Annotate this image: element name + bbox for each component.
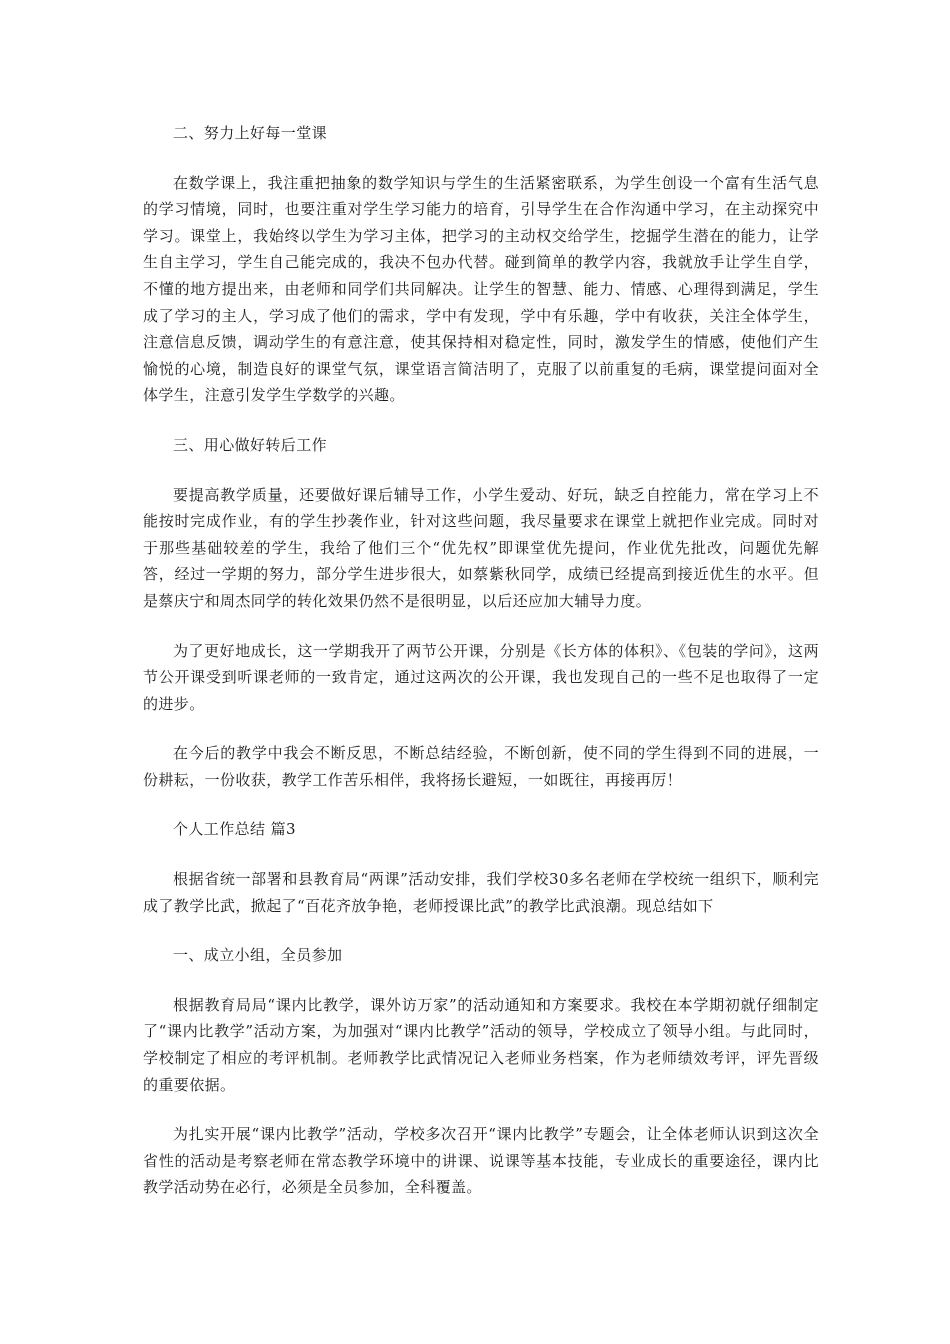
section-heading: 二、努力上好每一堂课 [173, 124, 328, 142]
body-paragraph: 为扎实开展“课内比教学”活动，学校多次召开“课内比教学”专题会，让全体老师认识到这次全省性的活动是考察老师在常态教学环境中的讲课、说课等基本技能，专业成长的重要途径，课内比教学活动势在必行，必须是全员参加，全科覆盖。 [143, 1125, 819, 1197]
body-paragraph: 在数学课上，我注重把抽象的数学知识与学生的生活紧密联系，为学生创设一个富有生活气息的学习情境，同时，也要注重对学生学习能力的培育，引导学生在合作沟通中学习，在主动探究中学习。课堂上，我始终以学生为学习主体，把学习的主动权交给学生，挖掘学生潜在的能力，让学生自主学习，学生自己能完成的，我决不包办代替。碰到简单的教学内容，我就放手让学生自学，不懂的地方提出来，由老师和同学们共同解决。让学生的智慧、能力、情感、心理得到满足，学生成了学习的主人，学习成了他们的需求，学中有发现，学中有乐趣，学中有收获，关注全体学生，注意信息反馈，调动学生的有意注意，使其保持相对稳定性，同时，激发学生的情感，使他们产生愉悦的心境，制造良好的课堂气氛，课堂语言简洁明了，克服了以前重复的毛病，课堂提问面对全体学生，注意引发学生学数学的兴趣。 [143, 173, 819, 405]
section-heading: 一、成立小组，全员参加 [173, 946, 343, 965]
body-paragraph: 在今后的教学中我会不断反思，不断总结经验，不断创新，使不同的学生得到不同的进展，一份耕耘，一份收获，教学工作苦乐相伴，我将扬长避短，一如既往，再接再厉！ [143, 744, 819, 789]
body-paragraph: 根据教育局局“课内比教学，课外访万家”的活动通知和方案要求。我校在本学期初就仔细制定了“课内比教学”活动方案，为加强对“课内比教学”活动的领导，学校成立了领导小组。与此同时，学校制定了相应的考评机制。老师教学比武情况记入老师业务档案，作为老师绩效考评，评先晋级的重要依据。 [143, 995, 819, 1094]
section-heading: 三、用心做好转后工作 [173, 435, 328, 454]
section-heading: 个人工作总结 篇3 [173, 820, 296, 839]
body-paragraph: 为了更好地成长，这一学期我开了两节公开课，分别是《长方体的体积》、《包装的学问》，这两节公开课受到听课老师的一致肯定，通过这两次的公开课，我也发现自己的一些不足也取得了一定的进步。 [143, 641, 819, 713]
body-paragraph: 要提高教学质量，还要做好课后辅导工作，小学生爱动、好玩，缺乏自控能力，常在学习上不能按时完成作业，有的学生抄袭作业，针对这些问题，我尽量要求在课堂上就把作业完成。同时对于那些基础较差的学生，我给了他们三个“优先权”即课堂优先提问，作业优先批改，问题优先解答，经过一学期的努力，部分学生进步很大，如蔡紫秋同学，成绩已经提高到接近优生的水平。但是蔡庆宁和周杰同学的转化效果仍然不是很明显，以后还应加大辅导力度。 [143, 485, 819, 610]
body-paragraph: 根据省统一部署和县教育局“两课”活动安排，我们学校30多名老师在学校统一组织下，顺利完成了教学比武，掀起了“百花齐放争艳，老师授课比武”的教学比武浪潮。现总结如下 [143, 870, 819, 915]
document-page [143, 120, 819, 1224]
